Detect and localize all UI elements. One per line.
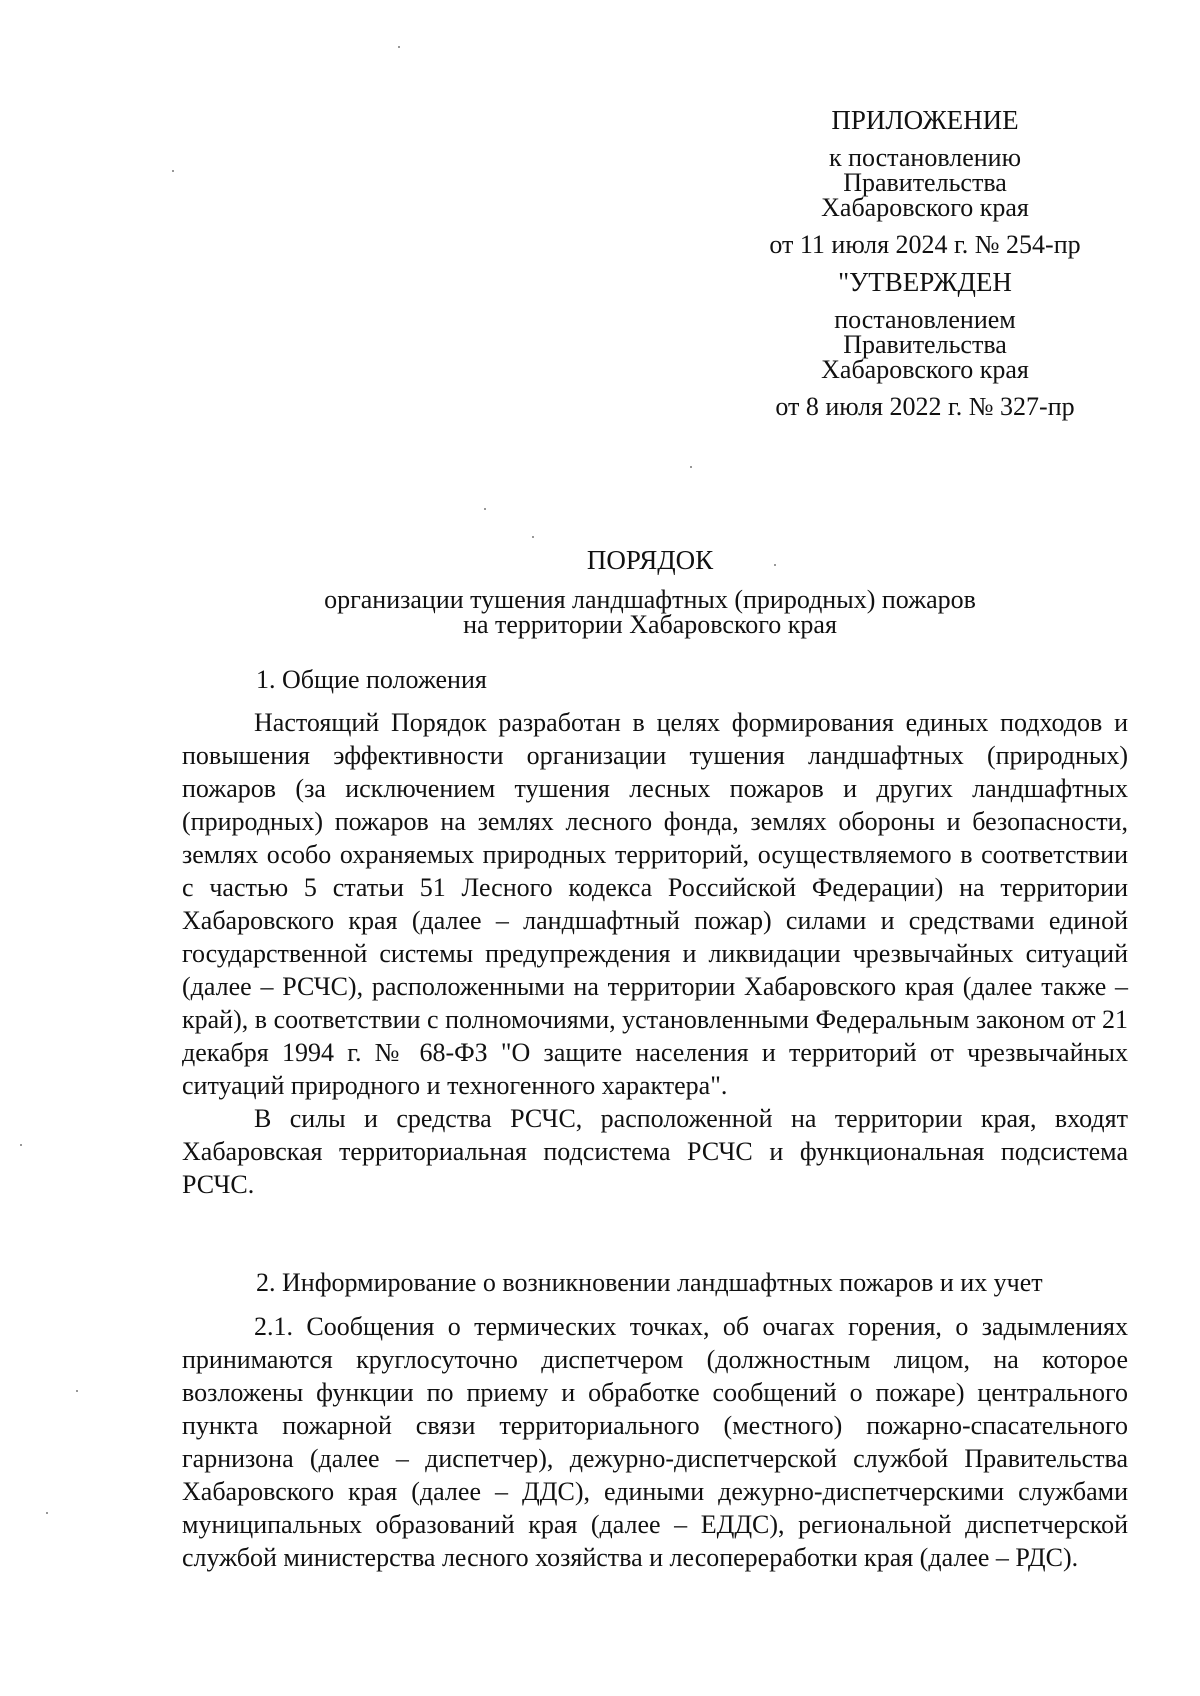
scan-speck xyxy=(690,466,692,468)
approved-heading: "УТВЕРЖДЕН xyxy=(838,267,1012,297)
scan-speck xyxy=(172,170,174,172)
approved-line-2: Правительства xyxy=(843,330,1007,359)
document-subtitle-line-1: организации тушения ландшафтных (природных) пожаров xyxy=(324,585,976,614)
document-subtitle-line-2: на территории Хабаровского края xyxy=(463,610,837,639)
section-2-body xyxy=(182,1310,1128,1574)
document-title-block xyxy=(180,545,1120,639)
appendix-heading: ПРИЛОЖЕНИЕ xyxy=(831,105,1019,135)
scan-speck xyxy=(398,46,400,48)
section-2-paragraph-1: 2.1. Сообщения о термических точках, об очагах горения, о задымлениях принимаются круглосуточно диспетчером (должностным лицом, на которое возложены функции по приему и обработке сообщений о пожаре) центрального пункта пожарной связи территориального (местного) пожарно-спасательного гарнизона (далее – диспетчер), дежурно-диспетчерской службой Правительства Хабаровского края (далее – ДДС), едиными дежурно-диспетчерскими службами муниципальных образований края (далее – ЕДДС), региональной диспетчерской службой министерства лесного хозяйства и лесопереработки края (далее – РДС). xyxy=(182,1312,1128,1572)
scan-speck xyxy=(20,1144,22,1146)
document-title: ПОРЯДОК xyxy=(586,545,714,575)
section-2-heading: 2. Информирование о возникновении ландшафтных пожаров и их учет xyxy=(256,1268,1043,1297)
section-1-body xyxy=(182,706,1128,1201)
appendix-line-1: к постановлению xyxy=(828,143,1022,172)
approved-line-1: постановлением xyxy=(834,305,1016,334)
scan-speck xyxy=(532,536,534,538)
scan-speck xyxy=(46,1512,48,1514)
section-1-paragraph-1: Настоящий Порядок разработан в целях формирования единых подходов и повышения эффективности организации тушения ландшафтных (природных) пожаров (за исключением тушения лесных пожаров и других ландшафтных (природных) пожаров на землях лесного фонда, землях обороны и безопасности, землях особо охраняемых природных территорий, осуществляемого в соответствии с частью 5 статьи 51 Лесного кодекса Российской Федерации) на территории Хабаровского края (далее – ландшафтный пожар) силами и средствами единой государственной системы предупреждения и ликвидации чрезвычайных ситуаций (далее – РСЧС), расположенными на территории Хабаровского края (далее также – край), в соответствии с полномочиями, установленными Федеральным законом от 21 декабря 1994 г. № 68-ФЗ "О защите населения и территорий от чрезвычайных ситуаций природного и техногенного характера". xyxy=(182,708,1128,1100)
scan-speck xyxy=(484,508,486,510)
appendix-date-number: от 11 июля 2024 г. № 254-пр xyxy=(769,230,1081,259)
approved-block xyxy=(720,267,1130,421)
section-1-heading: 1. Общие положения xyxy=(256,665,487,694)
appendix-line-3: Хабаровского края xyxy=(821,193,1029,222)
appendix-line-2: Правительства xyxy=(843,168,1007,197)
approved-date-number: от 8 июля 2022 г. № 327-пр xyxy=(775,392,1075,421)
section-1-paragraph-2: В силы и средства РСЧС, расположенной на территории края, входят Хабаровская территориальная подсистема РСЧС и функциональная подсистема РСЧС. xyxy=(182,1104,1128,1199)
appendix-block xyxy=(720,105,1130,259)
scan-speck xyxy=(76,1390,78,1392)
approved-line-3: Хабаровского края xyxy=(821,355,1029,384)
